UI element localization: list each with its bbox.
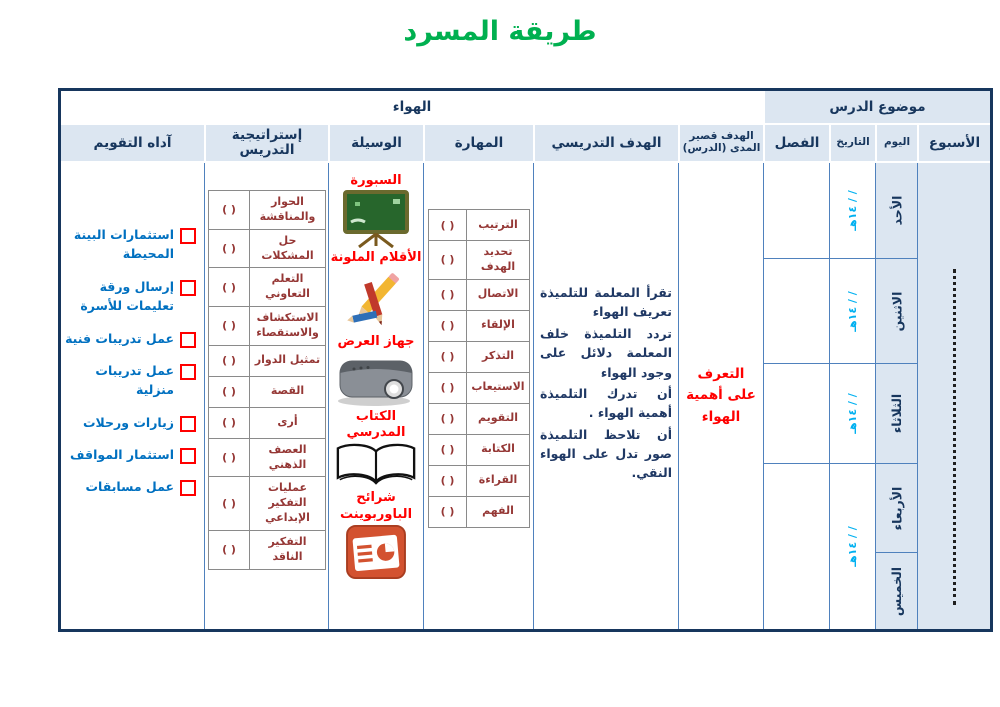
evaluation-list [65,225,196,497]
strategies-table [208,190,326,570]
evaluation-item [65,477,196,496]
strategy-mark[interactable]: ( ) [222,385,236,399]
strategy-row [209,439,325,478]
skill-row [429,342,529,373]
skill-row [429,311,529,342]
dotted-line [953,269,956,605]
skill-mark[interactable]: ( ) [440,350,455,364]
strategy-row [209,268,325,307]
date-column [829,163,875,629]
checkbox-icon[interactable] [180,228,196,244]
means-item [329,409,423,489]
projector-icon [334,351,418,407]
day-cell [876,464,917,553]
evaluation-label: زيارات ورحلات [82,414,174,430]
evaluation-item [65,329,196,348]
subject-header: الهواء [61,91,763,125]
short-goal-column [678,163,763,629]
checkbox-icon[interactable] [180,280,196,296]
class-cell [764,163,829,259]
date-cell [830,163,875,259]
day-cell [876,259,917,364]
skill-mark[interactable]: ( ) [440,412,455,426]
strategy-mark[interactable]: ( ) [222,319,236,333]
strategy-mark[interactable]: ( ) [222,203,236,217]
class-column [763,163,829,629]
colored-pencils-icon [345,268,407,332]
skill-row [429,280,529,311]
day-cell [876,364,917,464]
means-label: الكتاب المدرسي [346,408,406,440]
strategy-row [209,408,325,439]
short-goal-column-header: الهدف قصير المدى (الدرس) [678,125,763,163]
blackboard-icon [341,190,411,248]
evaluation-item [65,225,196,264]
class-cell [764,364,829,464]
day-column [875,163,917,629]
skills-table [428,209,530,528]
evaluation-column-header: آداه التقويم [61,125,204,163]
means-item [329,250,423,331]
strategy-label: التفكير الناقد [249,531,325,569]
skill-label: الكتابة [466,435,529,465]
checkbox-icon[interactable] [180,416,196,432]
date-value: / / ١٤هـ [846,526,859,567]
week-column-header: الأسبوع [917,125,990,163]
date-value: / / ١٤هـ [846,290,859,332]
day-label: الأحد [889,195,905,226]
strategy-label: العصف الذهني [249,439,325,477]
strategy-label: الحوار والمناقشة [249,191,325,229]
checkbox-icon[interactable] [180,480,196,496]
checkbox-icon[interactable] [180,364,196,380]
strategy-label: تمثيل الدوار [249,346,325,376]
evaluation-item [65,361,196,400]
strategy-row [209,377,325,408]
header-row-1 [61,91,990,125]
skill-label: التذكر [466,342,529,372]
strategy-mark[interactable]: ( ) [222,497,236,511]
evaluation-column [61,163,204,629]
skill-row [429,404,529,435]
teaching-goal-column-header: الهدف التدريسي [533,125,678,163]
day-label: الخميس [888,566,904,616]
header-row-2 [61,125,990,163]
skill-row [429,210,529,241]
strategy-mark[interactable]: ( ) [222,280,236,294]
strategy-row [209,477,325,531]
lesson-subject-header: موضوع الدرس [763,91,990,125]
skill-label: الاستيعاب [466,373,529,403]
week-column [917,163,990,629]
evaluation-label: إرسال ورقة تعليمات للأسرة [80,278,174,314]
strategy-column-header: إستراتيجية التدريس [204,125,328,163]
table-body [61,163,990,629]
skill-mark[interactable]: ( ) [440,218,455,232]
checkbox-icon[interactable] [180,448,196,464]
strategy-row [209,230,325,269]
strategy-mark[interactable]: ( ) [222,543,236,557]
strategy-column [204,163,328,629]
skill-label: تحديد الهدف [466,241,529,279]
skill-label: الفهم [466,497,529,527]
date-cell [830,464,875,629]
means-column-header: الوسيلة [328,125,423,163]
skill-label: القراءة [466,466,529,496]
skill-mark[interactable]: ( ) [440,474,455,488]
short-goal-text: التعرف على أهمية الهواء [686,365,756,425]
day-label: الاثنين [889,291,904,331]
skill-row [429,373,529,404]
class-cell [764,464,829,629]
means-item [329,173,423,248]
strategy-label: حل المشكلات [249,230,325,268]
day-cell [876,163,917,259]
strategy-row [209,531,325,569]
skill-mark[interactable]: ( ) [440,319,455,333]
lesson-plan-table [58,88,993,632]
evaluation-label: عمل مسابقات [85,479,174,495]
evaluation-item [65,277,196,316]
skill-mark[interactable]: ( ) [440,381,455,395]
skill-column [423,163,533,629]
day-column-header: اليوم [875,125,917,163]
skill-row [429,241,529,280]
date-cell [830,259,875,364]
means-label: السبورة [350,173,402,188]
skill-mark[interactable]: ( ) [440,253,455,267]
skill-mark[interactable]: ( ) [440,443,455,457]
strategy-row [209,346,325,377]
strategy-row [209,307,325,346]
skill-mark[interactable]: ( ) [440,505,455,519]
evaluation-item [65,445,196,464]
date-column-header: التاريخ [829,125,875,163]
teaching-goal-column [533,163,678,629]
skill-mark[interactable]: ( ) [440,288,455,302]
means-column [328,163,423,629]
strategy-label: القصة [249,377,325,407]
means-label: شرائح الباوربوينت [339,490,413,522]
day-label: الأربعاء [889,486,904,530]
strategy-label: أرى [249,408,325,438]
evaluation-label: استثمار المواقف [70,447,174,462]
evaluation-label: عمل تدريبات منزلية [95,362,174,398]
skill-row [429,466,529,497]
evaluation-label: استثمارات البينة المحيطة [73,227,174,262]
strategy-label: التعلم التعاوني [249,268,325,306]
page-title: طريقة المسرد [403,16,597,47]
teaching-goal-line: أن تدرك التلميذة أهمية الهواء . [540,385,672,421]
checkbox-icon[interactable] [180,332,196,348]
strategy-row [209,191,325,230]
day-label: الثلاثاء [889,393,905,434]
means-item [329,334,423,407]
day-cell [876,553,917,629]
teaching-goal-line: تقرأ المعلمة للتلميذة تعريف الهواء [540,285,672,320]
teaching-goal-line: تردد التلميذة خلف المعلمة دلائل على وجود الهواء [540,325,672,380]
strategy-mark[interactable]: ( ) [222,354,236,368]
class-column-header: الفصل [763,125,829,163]
strategy-mark[interactable]: ( ) [222,451,236,465]
date-value: / / ١٤هـ [846,190,859,231]
class-cell [764,259,829,364]
skill-row [429,497,529,527]
teaching-goal-line: أن تلاحظ التلميذة صور تدل على الهواء النقي. [540,426,672,481]
strategy-label: عمليات التفكير الإبداعي [249,477,325,530]
strategy-mark[interactable]: ( ) [222,242,236,256]
strategy-label: الاستكشاف والاستقصاء [249,307,325,345]
evaluation-item [65,413,196,432]
textbook-icon [332,442,420,488]
date-cell [830,364,875,464]
skill-column-header: المهارة [423,125,533,163]
powerpoint-icon [345,524,407,580]
strategy-mark[interactable]: ( ) [222,416,236,430]
skill-label: الترتيب [466,210,529,240]
skill-row [429,435,529,466]
means-item [329,490,423,580]
means-label: جهاز العرض [337,333,415,349]
means-label: الأقلام الملونة [330,250,422,266]
skill-label: التقويم [466,404,529,434]
date-value: / / ١٤هـ [846,393,859,434]
evaluation-label: عمل تدريبات فنية [65,330,174,346]
skill-label: الاتصال [466,280,529,310]
skill-label: الإلقاء [466,311,529,341]
